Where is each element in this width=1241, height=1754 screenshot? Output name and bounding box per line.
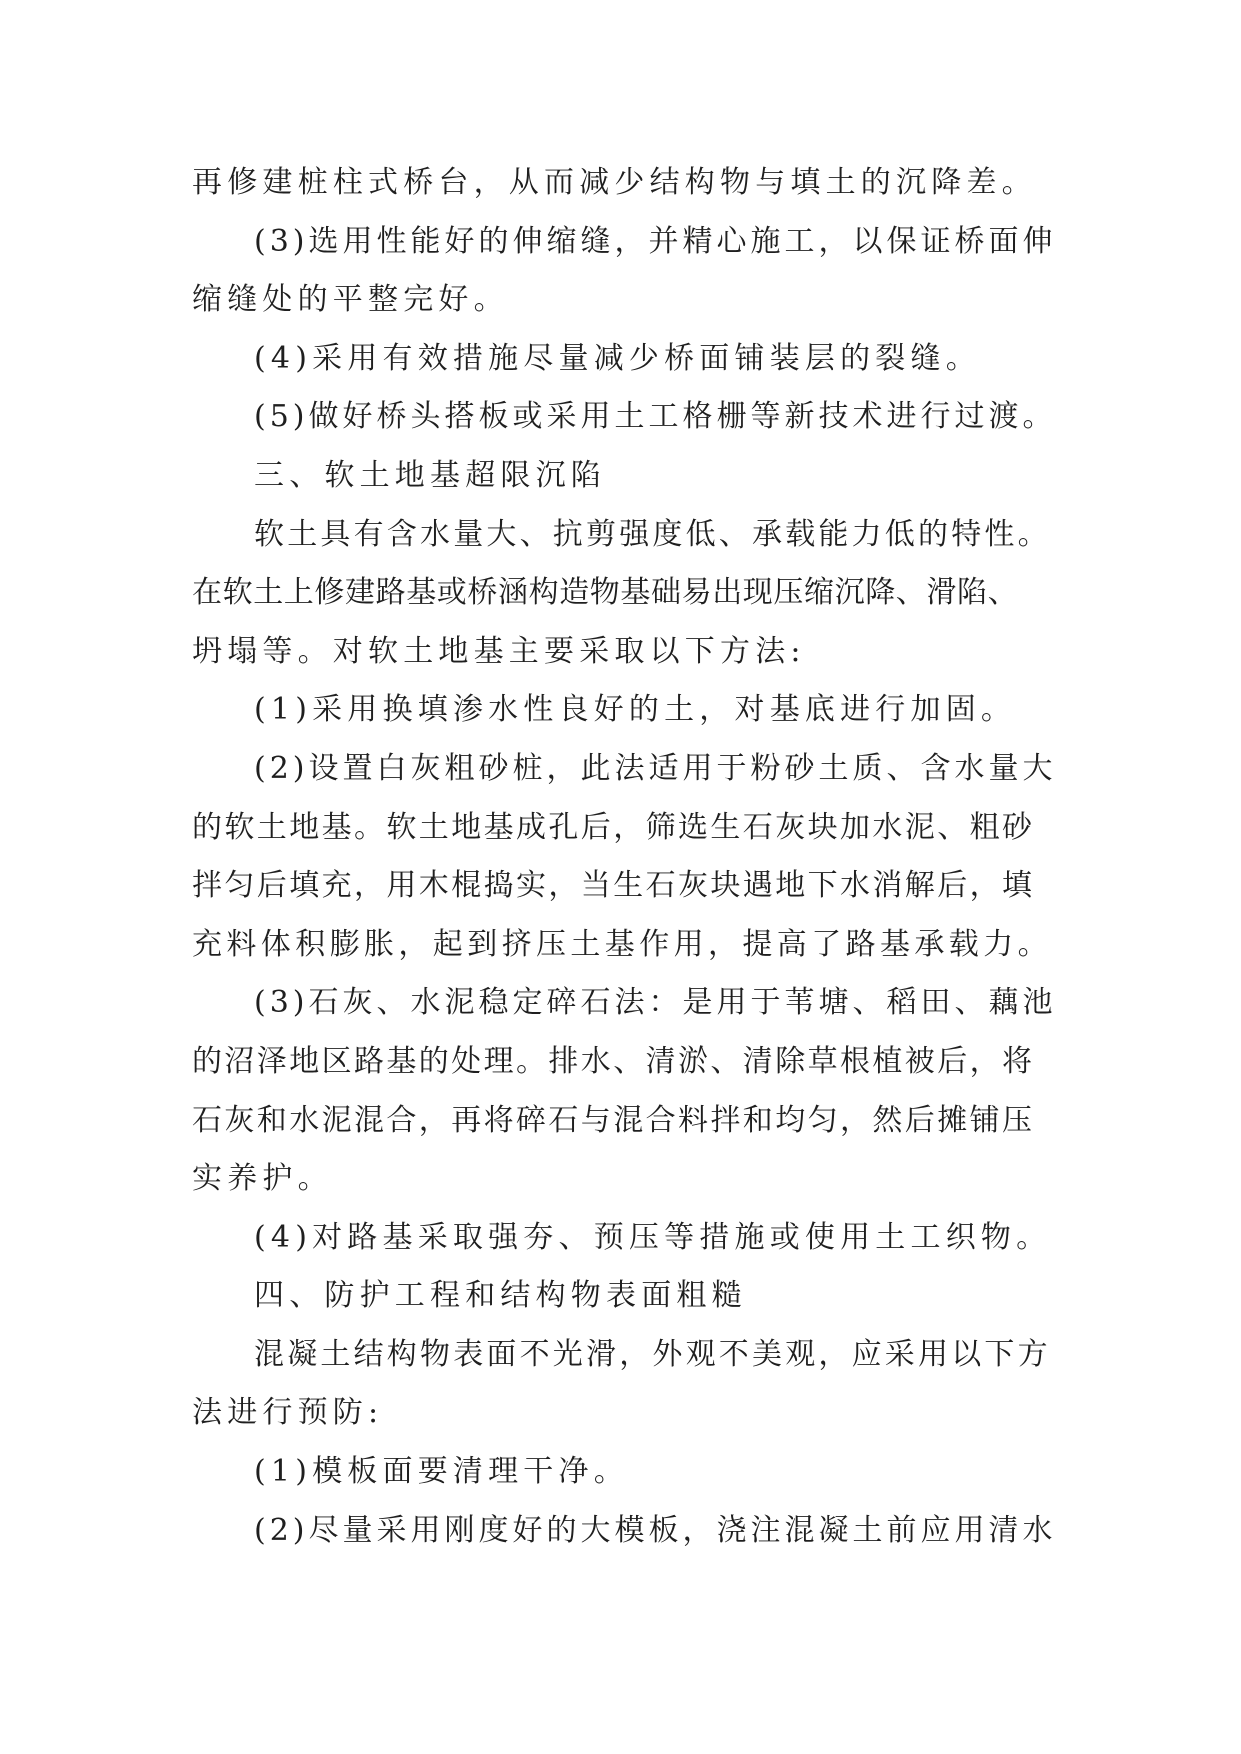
list-item: (3)选用性能好的伸缩缝，并精心施工，以保证桥面伸 bbox=[254, 223, 1057, 259]
document-body bbox=[192, 154, 1058, 1560]
text-line: 法进行预防: bbox=[192, 1395, 384, 1431]
list-item: (5)做好桥头搭板或采用土工格栅等新技术进行过渡。 bbox=[254, 399, 1057, 435]
paragraph-start: 软土具有含水量大、抗剪强度低、承载能力低的特性。 bbox=[254, 516, 1051, 552]
list-item: (3)石灰、水泥稳定碎石法：是用于苇塘、稻田、藕池 bbox=[254, 985, 1057, 1021]
text-line: 实养护。 bbox=[192, 1161, 333, 1197]
text-line: 拌匀后填充，用木棍捣实，当生石灰块遇地下水消解后，填 bbox=[192, 868, 1035, 904]
text-line: 石灰和水泥混合，再将碎石与混合料拌和均匀，然后摊铺压 bbox=[192, 1102, 1035, 1138]
list-item: (4)对路基采取强夯、预压等措施或使用土工织物。 bbox=[254, 1219, 1052, 1255]
text-line: 的软土地基。软土地基成孔后，筛选生石灰块加水泥、粗砂 bbox=[192, 809, 1035, 845]
text-line: 充料体积膨胀，起到挤压土基作用，提高了路基承载力。 bbox=[192, 926, 1052, 962]
list-item: (1)模板面要清理干净。 bbox=[254, 1454, 629, 1490]
list-item: (2)设置白灰粗砂桩，此法适用于粉砂土质、含水量大 bbox=[254, 750, 1057, 786]
text-line: 的沼泽地区路基的处理。排水、清淤、清除草根植被后，将 bbox=[192, 1043, 1035, 1079]
text-line: 坍塌等。对软土地基主要采取以下方法: bbox=[192, 633, 806, 669]
paragraph-start: 混凝土结构物表面不光滑，外观不美观，应采用以下方 bbox=[254, 1336, 1051, 1372]
list-item: (2)尽量采用刚度好的大模板，浇注混凝土前应用清水 bbox=[254, 1512, 1057, 1548]
text-line: 再修建桩柱式桥台，从而减少结构物与填土的沉降差。 bbox=[192, 165, 1037, 200]
text-line: 缩缝处的平整完好。 bbox=[192, 282, 509, 318]
section-heading: 三、软土地基超限沉陷 bbox=[254, 457, 606, 493]
section-heading: 四、防护工程和结构物表面粗糙 bbox=[254, 1278, 747, 1314]
text-line: 在软土上修建路基或桥涵构造物基础易出现压缩沉降、滑陷、 bbox=[192, 575, 1019, 611]
list-item: (1)采用换填渗水性良好的土，对基底进行加固。 bbox=[254, 692, 1017, 728]
list-item: (4)采用有效措施尽量减少桥面铺装层的裂缝。 bbox=[254, 340, 981, 376]
